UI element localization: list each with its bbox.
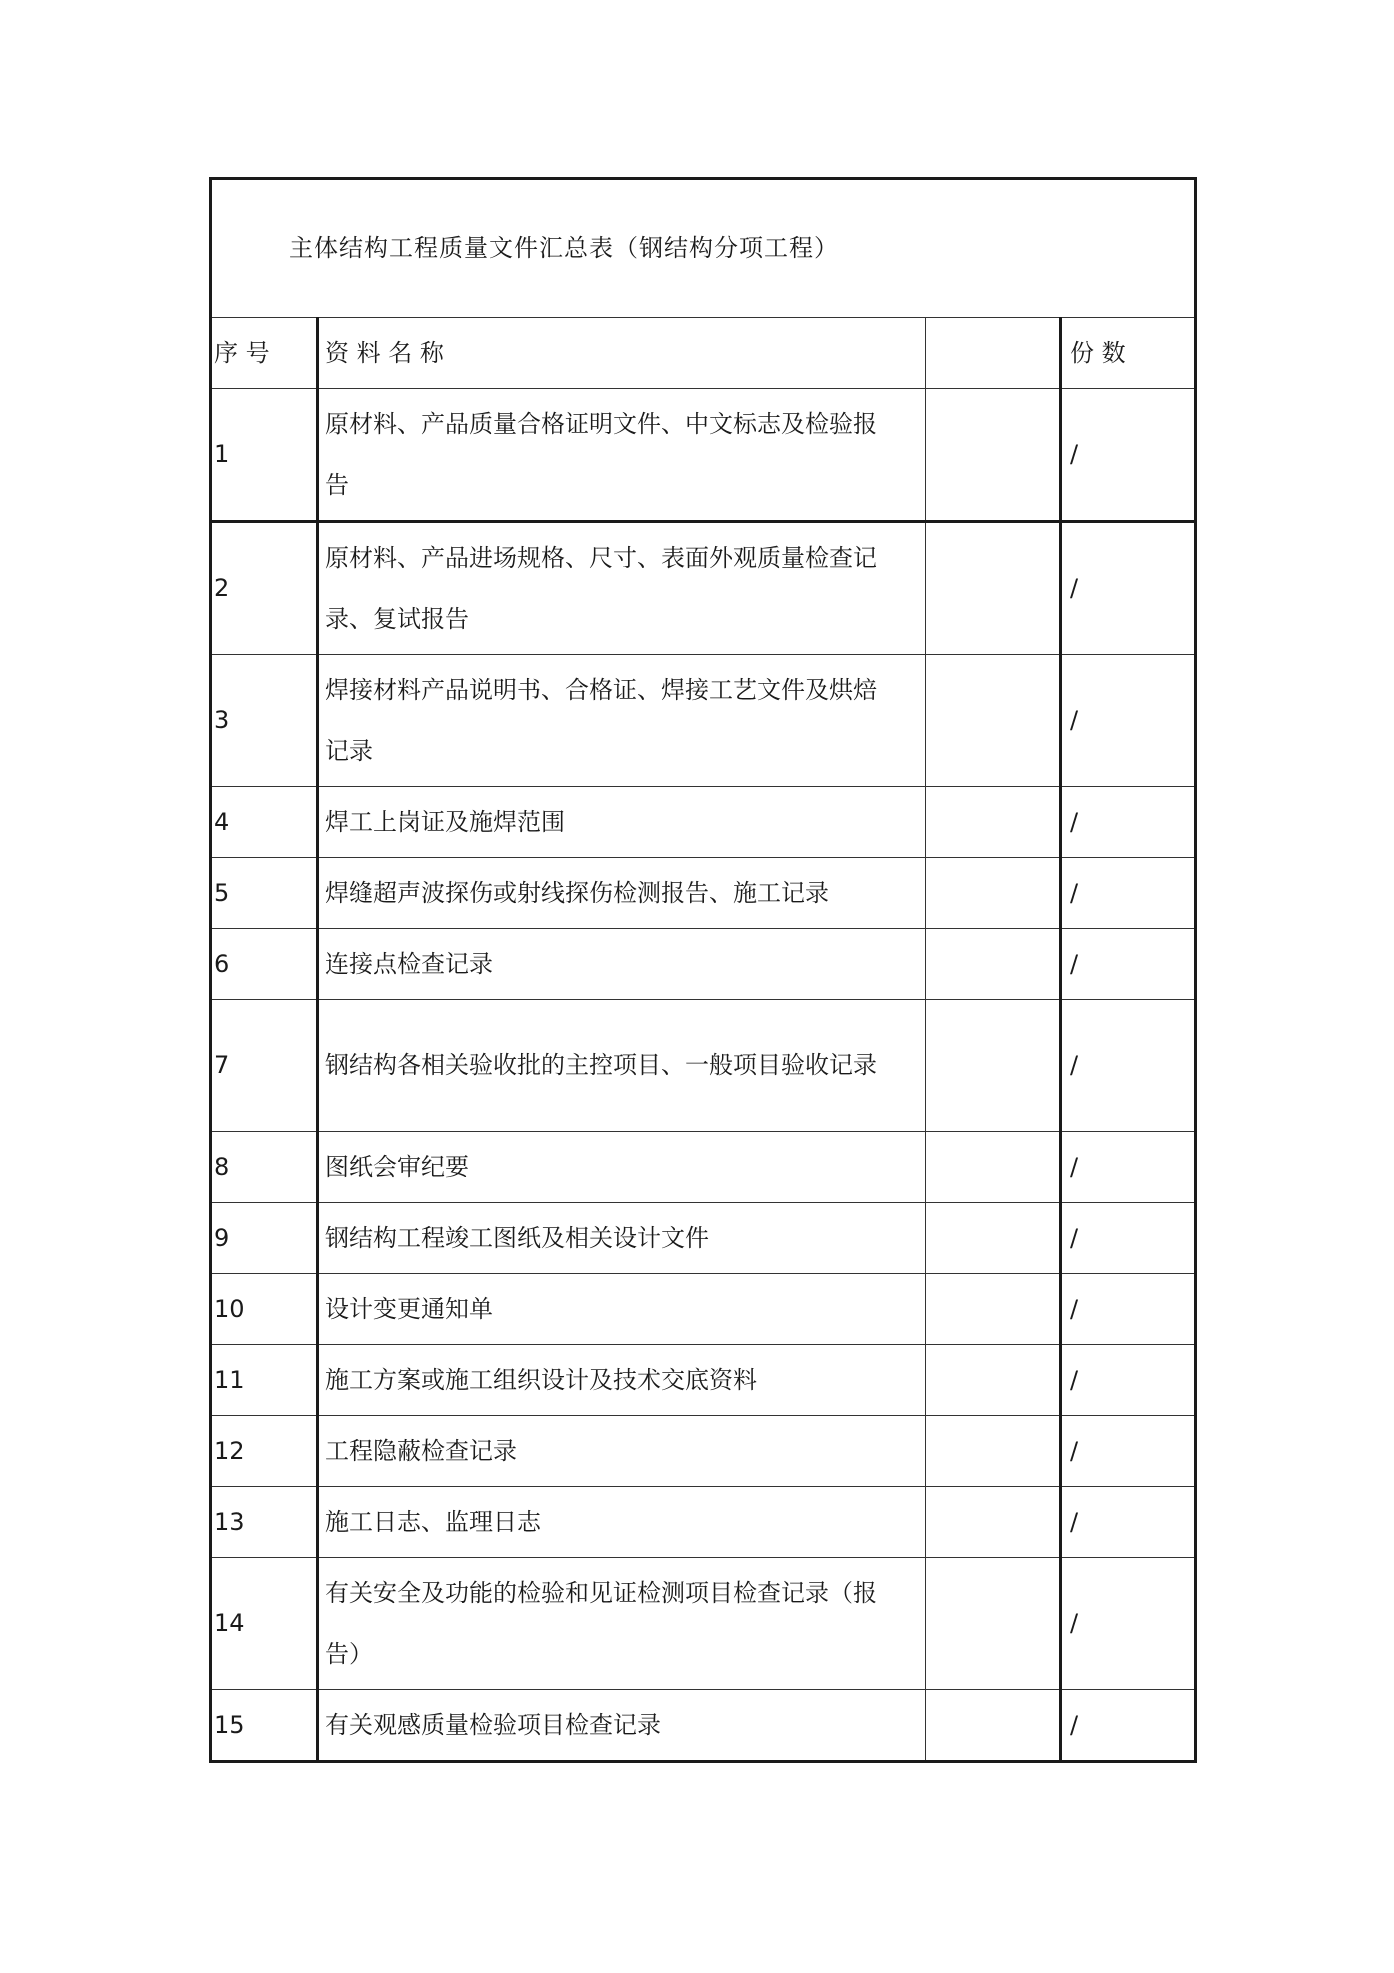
table-row [211,929,1196,1000]
row-name [318,655,926,787]
row-count: / [1061,1345,1196,1416]
row-name: 焊缝超声波探伤或射线探伤检测报告、施工记录 [318,858,926,929]
row-count: / [1061,787,1196,858]
header-no: 序 号 [211,318,318,389]
row-name-text: 原材料、产品质量合格证明文件、中文标志及检验报告 [325,409,877,499]
table-row [211,1000,1196,1132]
row-name: 图纸会审纪要 [318,1132,926,1203]
row-blank [926,1487,1061,1558]
row-no: 8 [211,1132,318,1203]
table-row [211,1487,1196,1558]
row-count: / [1061,1203,1196,1274]
row-no: 15 [211,1690,318,1762]
row-no: 5 [211,858,318,929]
row-blank [926,1132,1061,1203]
table-row [211,787,1196,858]
row-blank [926,1690,1061,1762]
row-blank [926,1345,1061,1416]
header-count: 份 数 [1061,318,1196,389]
row-blank [926,389,1061,522]
row-no: 4 [211,787,318,858]
table-row [211,1345,1196,1416]
row-count: / [1061,522,1196,655]
row-blank [926,655,1061,787]
table-row [211,1274,1196,1345]
row-no: 6 [211,929,318,1000]
row-count: / [1061,929,1196,1000]
row-count: / [1061,1690,1196,1762]
row-blank [926,522,1061,655]
row-name: 钢结构工程竣工图纸及相关设计文件 [318,1203,926,1274]
row-no: 11 [211,1345,318,1416]
row-count: / [1061,1416,1196,1487]
table-row [211,1416,1196,1487]
row-name: 有关观感质量检验项目检查记录 [318,1690,926,1762]
row-no: 1 [211,389,318,522]
header-name: 资 料 名 称 [318,318,926,389]
row-count: / [1061,1000,1196,1132]
row-count: / [1061,1132,1196,1203]
row-blank [926,1274,1061,1345]
row-name-text: 焊接材料产品说明书、合格证、焊接工艺文件及烘焙记录 [325,675,877,765]
header-blank [926,318,1061,389]
row-no: 7 [211,1000,318,1132]
row-no: 2 [211,522,318,655]
row-name-text: 有关安全及功能的检验和见证检测项目检查记录（报告） [325,1578,877,1668]
row-name: 连接点检查记录 [318,929,926,1000]
row-name: 施工方案或施工组织设计及技术交底资料 [318,1345,926,1416]
table-row [211,655,1196,787]
row-name-text: 钢结构各相关验收批的主控项目、一般项目验收记录 [325,1051,877,1079]
row-blank [926,858,1061,929]
row-count: / [1061,1558,1196,1690]
row-blank [926,929,1061,1000]
row-count: / [1061,858,1196,929]
table-row [211,389,1196,522]
row-name-text: 原材料、产品进场规格、尺寸、表面外观质量检查记录、复试报告 [325,543,877,633]
table-row [211,1690,1196,1762]
table-row [211,1203,1196,1274]
table-row [211,858,1196,929]
row-blank [926,1000,1061,1132]
summary-table [209,177,1197,1763]
row-name [318,1000,926,1132]
row-blank [926,787,1061,858]
row-count: / [1061,389,1196,522]
row-count: / [1061,655,1196,787]
row-no: 3 [211,655,318,787]
row-no: 10 [211,1274,318,1345]
row-name: 施工日志、监理日志 [318,1487,926,1558]
row-name: 焊工上岗证及施焊范围 [318,787,926,858]
table-row [211,1558,1196,1690]
title-row [211,179,1196,318]
row-name [318,389,926,522]
header-row [211,318,1196,389]
row-no: 9 [211,1203,318,1274]
row-no: 13 [211,1487,318,1558]
row-count: / [1061,1487,1196,1558]
row-no: 14 [211,1558,318,1690]
row-name: 工程隐蔽检查记录 [318,1416,926,1487]
row-count: / [1061,1274,1196,1345]
table-row [211,522,1196,655]
row-blank [926,1558,1061,1690]
row-blank [926,1203,1061,1274]
row-name [318,1558,926,1690]
table-row [211,1132,1196,1203]
row-name: 设计变更通知单 [318,1274,926,1345]
table-title: 主体结构工程质量文件汇总表（钢结构分项工程） [211,179,1196,318]
row-name [318,522,926,655]
row-no: 12 [211,1416,318,1487]
row-blank [926,1416,1061,1487]
